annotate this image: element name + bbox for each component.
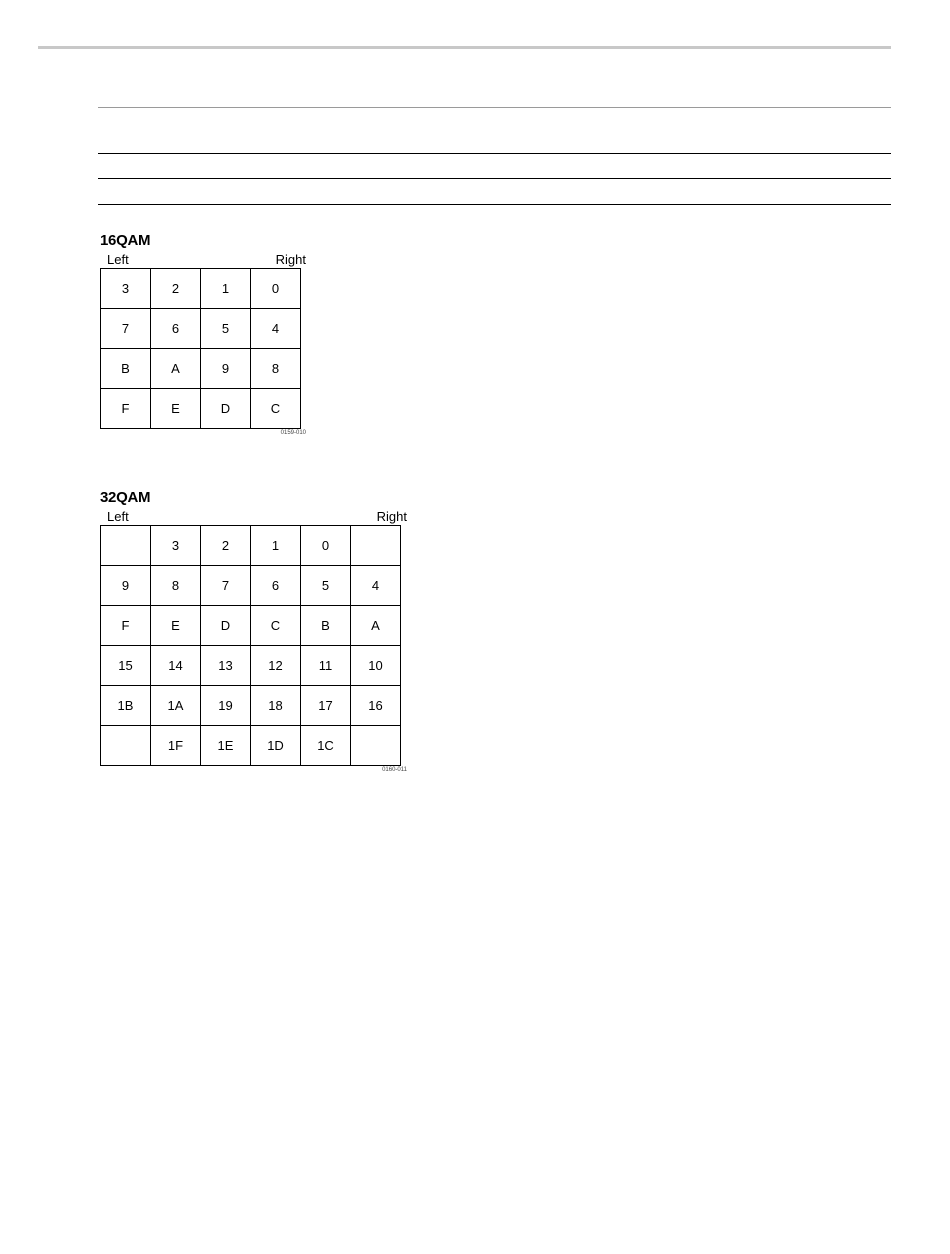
qam16-grid-cell: 9: [201, 349, 251, 389]
qam32-grid-cell: 17: [301, 686, 351, 726]
qam32-grid-cell: 8: [151, 566, 201, 606]
qam32-grid-cell: B: [301, 606, 351, 646]
qam16-grid-cell: 7: [101, 309, 151, 349]
qam32-grid-row: [101, 606, 401, 646]
qam16-grid-cell: 0: [251, 269, 301, 309]
qam32-grid-cell: [101, 726, 151, 766]
qam32-grid-cell: A: [351, 606, 401, 646]
qam32-grid-cell: 18: [251, 686, 301, 726]
qam32-symbol-grid: [100, 525, 401, 766]
qam16-grid-row: [101, 309, 301, 349]
qam32-grid-cell: [101, 526, 151, 566]
qam32-grid-cell: C: [251, 606, 301, 646]
qam16-title: 16QAM: [100, 232, 151, 249]
qam16-grid-cell: 1: [201, 269, 251, 309]
qam32-diagram: [100, 488, 407, 773]
qam16-grid-cell: D: [201, 389, 251, 429]
qam32-grid-cell: 15: [101, 646, 151, 686]
qam16-grid-cell: 8: [251, 349, 301, 389]
qam32-grid-cell: 12: [251, 646, 301, 686]
table-bottom-rule: [98, 204, 891, 205]
qam16-right-label: Right: [275, 252, 306, 267]
qam32-side-labels: [100, 508, 407, 525]
qam16-diagram: [100, 231, 306, 436]
qam32-grid-row: [101, 566, 401, 606]
qam32-grid-cell: 1A: [151, 686, 201, 726]
qam32-grid-cell: [351, 726, 401, 766]
qam16-side-labels: [100, 251, 306, 268]
qam16-grid-cell: 6: [151, 309, 201, 349]
header-rule: [38, 46, 891, 49]
qam32-grid-row: [101, 726, 401, 766]
qam16-grid-cell: 4: [251, 309, 301, 349]
qam32-grid-cell: 1C: [301, 726, 351, 766]
qam32-grid-cell: 1: [251, 526, 301, 566]
qam16-grid-cell: E: [151, 389, 201, 429]
qam32-right-label: Right: [376, 509, 407, 524]
qam16-grid-row: [101, 389, 301, 429]
qam32-grid-cell: 10: [351, 646, 401, 686]
qam16-grid-cell: 3: [101, 269, 151, 309]
qam16-grid-cell: 5: [201, 309, 251, 349]
qam16-grid-cell: 2: [151, 269, 201, 309]
qam32-grid-cell: 11: [301, 646, 351, 686]
qam32-figure-id: 0160-011: [382, 767, 407, 773]
qam16-left-label: Left: [107, 252, 129, 267]
qam32-grid-row: [101, 526, 401, 566]
qam16-grid-cell: B: [101, 349, 151, 389]
qam32-grid-cell: 13: [201, 646, 251, 686]
qam16-grid-cell: C: [251, 389, 301, 429]
qam32-grid-cell: [351, 526, 401, 566]
qam32-grid-cell: 3: [151, 526, 201, 566]
qam16-symbol-grid: [100, 268, 301, 429]
qam32-grid-cell: 6: [251, 566, 301, 606]
qam32-grid-cell: 1B: [101, 686, 151, 726]
qam32-left-label: Left: [107, 509, 129, 524]
table-top-rule: [98, 107, 891, 108]
qam16-grid-cell: F: [101, 389, 151, 429]
qam16-grid-row: [101, 349, 301, 389]
qam32-grid-row: [101, 646, 401, 686]
qam32-grid-cell: F: [101, 606, 151, 646]
qam32-grid-cell: 9: [101, 566, 151, 606]
qam16-grid-cell: A: [151, 349, 201, 389]
qam32-grid-cell: 19: [201, 686, 251, 726]
qam32-grid-cell: 1E: [201, 726, 251, 766]
qam32-grid-cell: 2: [201, 526, 251, 566]
qam32-grid-cell: 1D: [251, 726, 301, 766]
qam16-figure-id: 0159-010: [280, 430, 306, 436]
qam16-grid-row: [101, 269, 301, 309]
qam32-grid-cell: E: [151, 606, 201, 646]
qam32-grid-cell: D: [201, 606, 251, 646]
table-header-rule: [98, 153, 891, 154]
qam32-grid-cell: 0: [301, 526, 351, 566]
qam32-title: 32QAM: [100, 489, 151, 506]
qam32-grid-row: [101, 686, 401, 726]
qam32-grid-cell: 7: [201, 566, 251, 606]
qam32-grid-cell: 4: [351, 566, 401, 606]
table-row-rule: [98, 178, 891, 179]
qam32-grid-cell: 14: [151, 646, 201, 686]
qam32-grid-cell: 5: [301, 566, 351, 606]
qam32-grid-cell: 1F: [151, 726, 201, 766]
qam32-grid-cell: 16: [351, 686, 401, 726]
